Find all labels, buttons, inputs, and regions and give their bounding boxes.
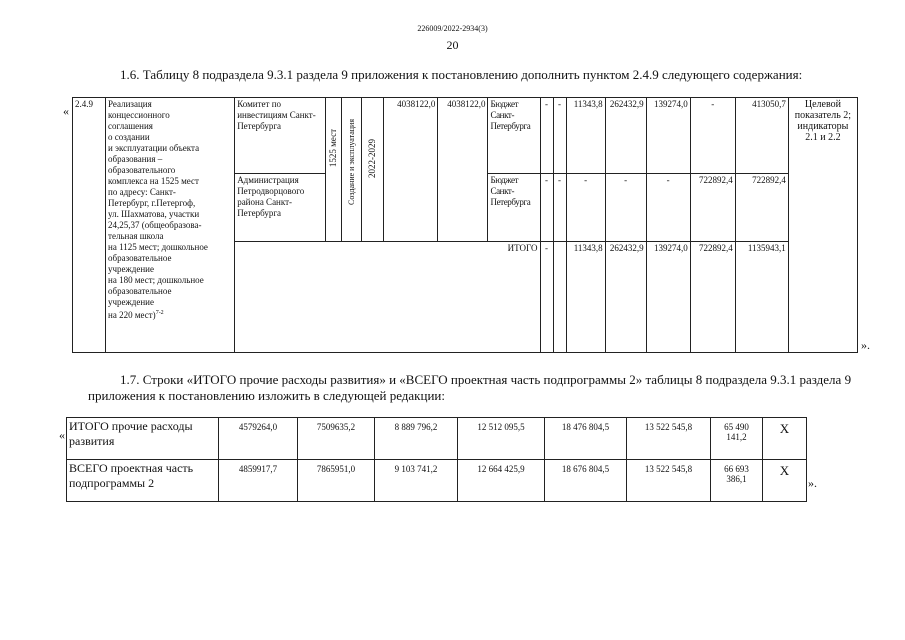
row-number: 2.4.9: [73, 98, 106, 353]
cell-value: 18 476 804,5: [545, 418, 627, 460]
cell-value: 11343,8: [566, 242, 605, 353]
cell-value: 4579264,0: [219, 418, 298, 460]
cell-value: 13 522 545,8: [627, 418, 711, 460]
cell-value: 8 889 796,2: [375, 418, 458, 460]
project-name-line: на 180 мест; дошкольное: [108, 275, 204, 285]
project-name-line: образовательного: [108, 165, 176, 175]
cell-value: 722892,4: [735, 174, 788, 242]
project-name-line: учреждение: [108, 264, 154, 274]
cell-value: 139274,0: [646, 242, 690, 353]
cell-value: -: [540, 242, 553, 353]
cell-value: -: [553, 98, 566, 174]
project-name-line: комплекса на 1525 мест: [108, 176, 199, 186]
cell-value: [553, 242, 566, 353]
cell-value: 139274,0: [646, 98, 690, 174]
cell-value: 722892,4: [690, 174, 735, 242]
cell-value: -: [566, 174, 605, 242]
cell-value: 7509635,2: [298, 418, 375, 460]
capacity: 1525 мест: [328, 129, 339, 168]
project-name: [108, 99, 232, 308]
paragraph-1-7-line-1: 1.7. Строки «ИТОГО прочие расходы развития» и «ВСЕГО проектная часть подпрограммы 2» таблицы 8 подраздела 9.3.1 раздела 9: [120, 372, 852, 387]
project-name-line: тельная школа: [108, 231, 164, 241]
open-quote-1: «: [63, 104, 69, 118]
executor-1: Комитет по инвестициям Санкт-Петербурга: [235, 98, 326, 174]
project-name-line: учреждение: [108, 297, 154, 307]
period: 2022-2029: [367, 139, 378, 178]
cell-value: -: [540, 174, 553, 242]
source-1: Бюджет Санкт-Петербурга: [488, 98, 540, 174]
paragraph-1-7-line-2: приложения к постановлению изложить в следующей редакции:: [88, 388, 445, 403]
close-quote-2: ».: [808, 476, 817, 490]
project-name-line: по адресу: Санкт-: [108, 187, 176, 197]
cell-value: 262432,9: [605, 98, 646, 174]
project-name-last-line: на 220 мест): [108, 310, 156, 320]
table-8-totals: [66, 417, 807, 502]
row-label-vsego: ВСЕГО проектная часть подпрограммы 2: [67, 460, 219, 502]
source-2: Бюджет Санкт-Петербурга: [488, 174, 540, 242]
cost-1: 4038122,0: [384, 98, 438, 242]
row-label-itogo: ИТОГО прочие расходы развития: [67, 418, 219, 460]
project-name-line: о создании: [108, 132, 150, 142]
cell-value: -: [540, 98, 553, 174]
cell-value: 12 664 425,9: [458, 460, 545, 502]
close-quote-1: ».: [861, 338, 870, 352]
project-name-line: соглашения: [108, 121, 153, 131]
cell-value: 18 676 804,5: [545, 460, 627, 502]
table-row: [73, 98, 858, 174]
capacity-cell: [326, 98, 342, 242]
cost-2: 4038122,0: [438, 98, 488, 242]
project-name-line: Реализация: [108, 99, 152, 109]
period-cell: [362, 98, 384, 242]
cell-value: 1135943,1: [735, 242, 788, 353]
cell-value: 66 693 386,1: [711, 460, 763, 502]
project-name-line: ул. Шахматова, участки: [108, 209, 200, 219]
table-row: [67, 460, 807, 502]
document-id: 226009/2022-2934(3): [417, 24, 488, 33]
cell-value: 11343,8: [566, 98, 605, 174]
project-name-cell: [106, 98, 235, 353]
cell-value: 413050,7: [735, 98, 788, 174]
paragraph-1-6: 1.6. Таблицу 8 подраздела 9.3.1 раздела 9 приложения к постановлению дополнить пунктом 2.4.9 следующего содержания:: [120, 67, 803, 82]
cell-mark: Х: [763, 418, 807, 460]
cell-value: 4859917,7: [219, 460, 298, 502]
cell-value: -: [605, 174, 646, 242]
cell-value: -: [690, 98, 735, 174]
target-indicator: Целевой показатель 2; индикаторы 2.1 и 2.2: [788, 98, 857, 353]
open-quote-2: «: [59, 428, 65, 442]
page-number: 20: [446, 38, 459, 52]
work-type-cell: [342, 98, 362, 242]
project-name-line: концессионного: [108, 110, 170, 120]
cell-value: 722892,4: [690, 242, 735, 353]
executor-2: Администрация Петродворцового района Санкт-Петербурга: [235, 174, 326, 242]
project-name-line: Петербург, г.Петергоф,: [108, 198, 196, 208]
cell-value: 65 490 141,2: [711, 418, 763, 460]
cell-value: 262432,9: [605, 242, 646, 353]
project-name-line: образования –: [108, 154, 163, 164]
total-label: ИТОГО: [235, 242, 540, 353]
cell-value: 9 103 741,2: [375, 460, 458, 502]
table-row: [67, 418, 807, 460]
cell-value: 13 522 545,8: [627, 460, 711, 502]
table-8-item-2-4-9: [72, 97, 858, 353]
project-name-line: 24,25,37 (общеобразова-: [108, 220, 202, 230]
project-name-line: на 1125 мест; дошкольное: [108, 242, 208, 252]
cell-mark: Х: [763, 460, 807, 502]
cell-value: -: [646, 174, 690, 242]
work-type: Создание и эксплуатация: [347, 119, 357, 205]
project-name-line: образовательное: [108, 286, 172, 296]
project-name-line: образовательное: [108, 253, 172, 263]
cell-value: 7865951,0: [298, 460, 375, 502]
footnote-mark: 7-2: [155, 310, 164, 316]
cell-value: 12 512 095,5: [458, 418, 545, 460]
project-name-line: и эксплуатации объекта: [108, 143, 200, 153]
cell-value: -: [553, 174, 566, 242]
